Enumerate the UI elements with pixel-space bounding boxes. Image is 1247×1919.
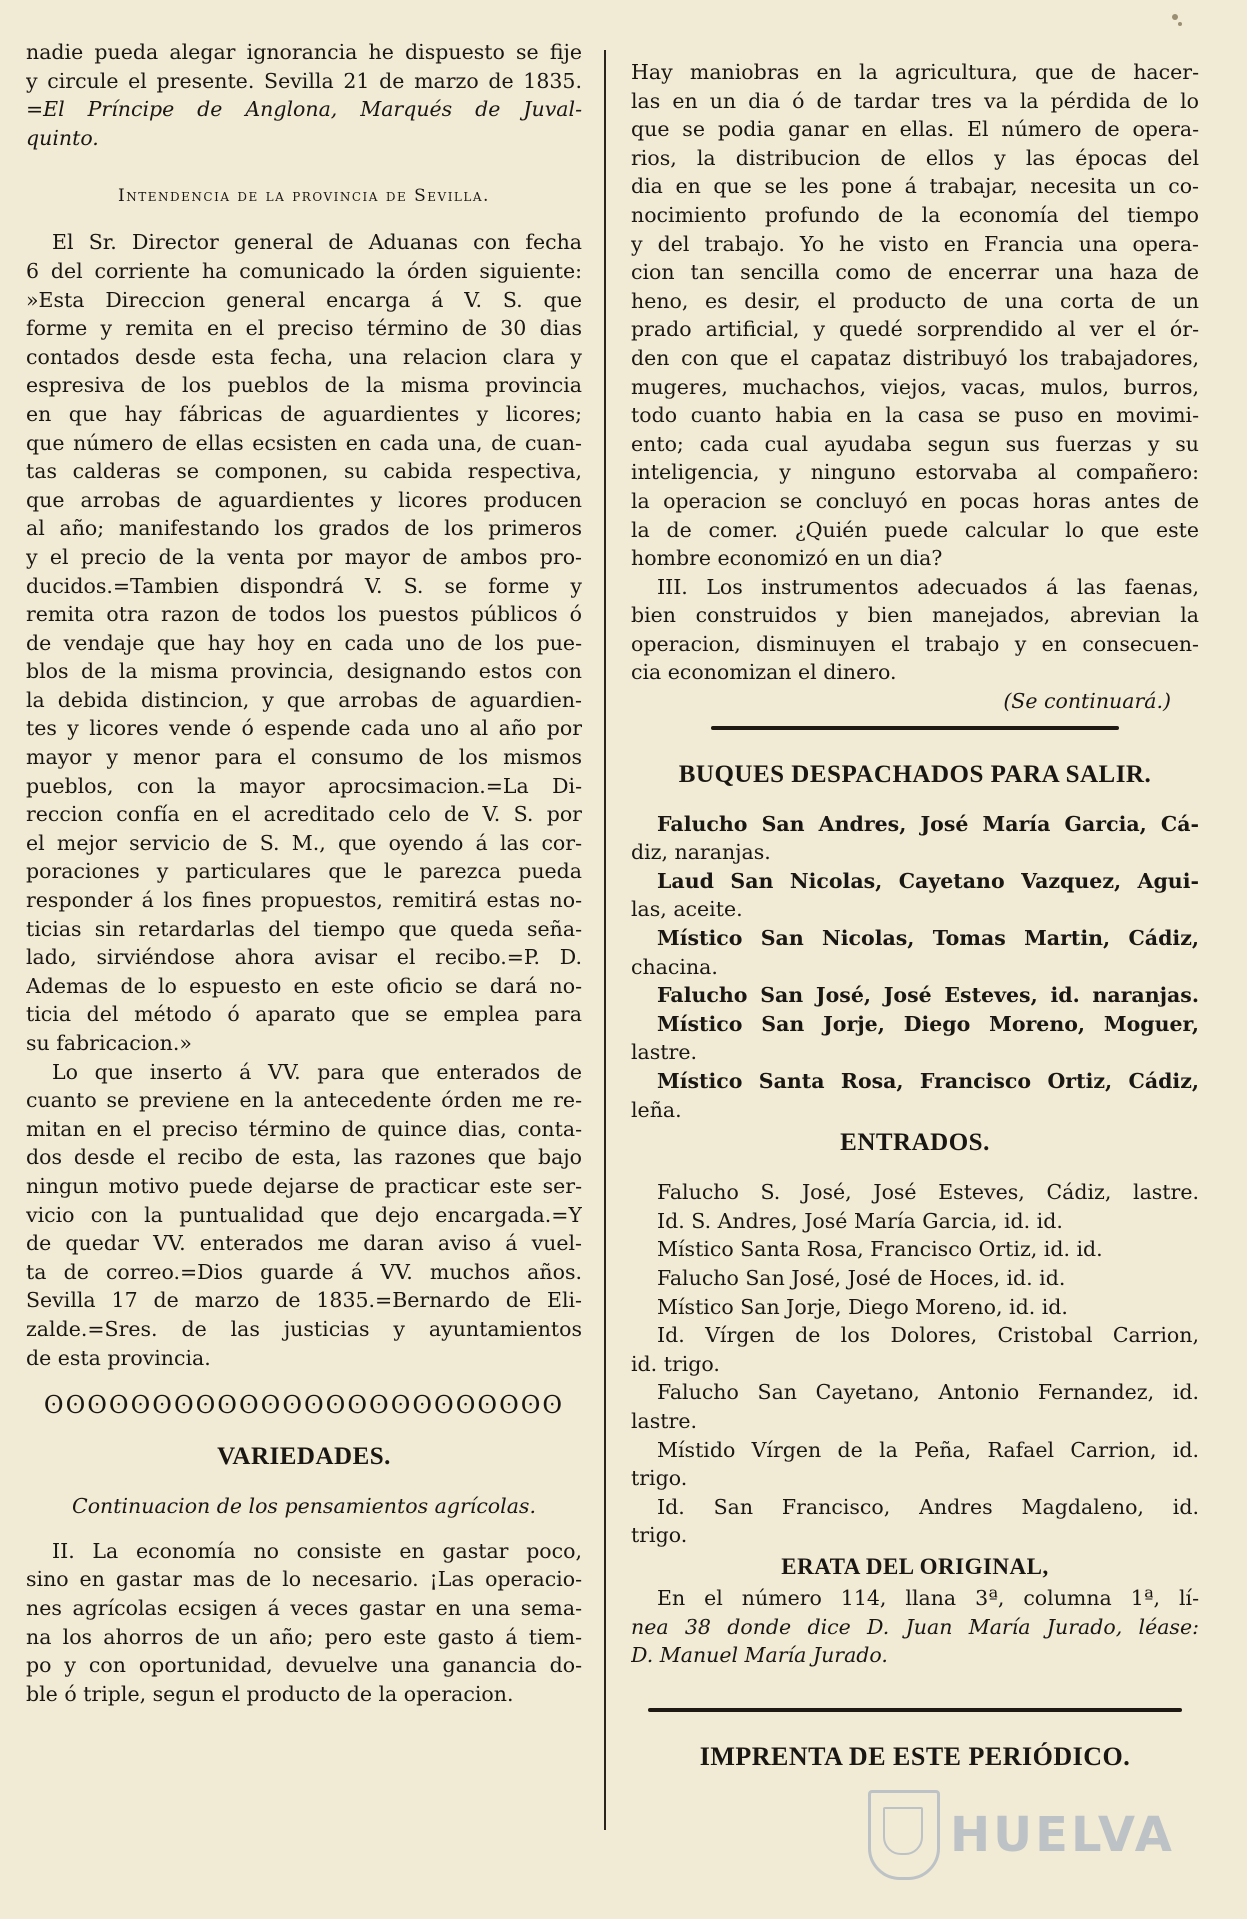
list-item: Id. Vírgen de los Dolores, Cristobal Carrion,: [657, 1323, 1199, 1348]
continuation-body: [631, 58, 1199, 687]
right-column: [631, 38, 1199, 1776]
text-line: heno, es desir, el producto de una corta de un: [631, 288, 1199, 313]
variedades-heading: VARIEDADES.: [217, 1443, 391, 1471]
shield-icon: [868, 1790, 940, 1880]
text-line: blos de la misma provincia, designando estos con: [26, 659, 582, 684]
text-line: Ademas de lo espuesto en este oficio se dará no-: [26, 973, 582, 998]
text-line: vicio con la puntualidad que dejo encargada.=Y: [26, 1202, 582, 1227]
paper-speck: [1178, 22, 1182, 26]
archive-watermark: [868, 1790, 1175, 1880]
list-item: Místico Santa Rosa, Francisco Ortiz, Cádiz,: [657, 1069, 1199, 1093]
entrados-list: [631, 1178, 1199, 1550]
text-line: el mejor servicio de S. M., que oyendo á las cor-: [26, 830, 582, 855]
text-line: y el precio de la venta por mayor de ambos pro-: [26, 544, 582, 569]
text-line: Sevilla 17 de marzo de 1835.=Bernardo de Eli-: [26, 1288, 582, 1313]
section-rule: [711, 726, 1120, 730]
text-line: mugeres, muchachos, viejos, vacas, mulos, burros,: [631, 374, 1199, 399]
text-line: la operacion se concluyó en pocas horas antes de: [631, 488, 1199, 513]
text-line: de quedar VV. enterados me daran aviso á vuel-: [26, 1231, 582, 1256]
text-line: dos desde el recibo de esta, las razones que bajo: [26, 1145, 582, 1170]
se-continuara: (Se continuará.): [1003, 689, 1171, 714]
list-item: trigo.: [631, 1466, 688, 1491]
text-line: ticias sin retardarlas del tiempo que queda seña-: [26, 916, 582, 941]
text-line: bien construidos y bien manejados, abrevian la: [631, 603, 1199, 628]
text-line: En el número 114, llana 3ª, columna 1ª, lí-: [657, 1585, 1199, 1610]
text-line: al año; manifestando los grados de los primeros: [26, 516, 582, 541]
text-line: de esta provincia.: [26, 1345, 211, 1370]
list-item: chacina.: [631, 954, 718, 979]
text-line: tes y licores vende ó espende cada uno al año por: [26, 716, 582, 741]
text-line: ento; cada cual ayudaba segun sus fuerzas y su: [631, 431, 1199, 456]
text-line: nadie pueda alegar ignorancia he dispuesto se fije: [26, 40, 582, 64]
text-line: zalde.=Sres. de las justicias y ayuntamientos: [26, 1316, 582, 1341]
text-line: Lo que inserto á VV. para que enterados de: [52, 1059, 582, 1084]
text-line: remita otra razon de todos los puestos públicos ó: [26, 602, 582, 627]
text-line: de vendaje que hay hoy en cada uno de los pue-: [26, 630, 582, 655]
text-line: tas calderas se componen, su cabida respectiva,: [26, 459, 582, 484]
text-line: nes agrícolas ecsigen á veces gastar en una sema-: [26, 1595, 582, 1620]
text-line: y del trabajo. Yo he visto en Francia una opera-: [631, 231, 1199, 256]
text-line: y circule el presente. Sevilla 21 de marzo de 1835.: [26, 68, 582, 93]
paper-speck: [1172, 14, 1178, 20]
entrados-heading: ENTRADOS.: [840, 1129, 990, 1157]
list-item: Falucho San José, José Esteves, id. naranjas.: [657, 983, 1199, 1008]
text-line: pueblos, con la mayor aprocsimacion.=La Di-: [26, 773, 582, 798]
section-rule: [648, 1708, 1182, 1712]
text-line: II. La economía no consiste en gastar poco,: [52, 1538, 582, 1563]
text-line: nocimiento profundo de la economía del tiempo: [631, 202, 1199, 227]
text-line: que se podia ganar en ellas. El número de opera-: [631, 117, 1199, 142]
text-line: ducidos.=Tambien dispondrá V. S. se forme y: [26, 573, 582, 598]
list-item: Falucho San Andres, José María Garcia, Cá-: [657, 811, 1199, 836]
text-line: nea 38 donde dice D. Juan María Jurado, léase:: [631, 1614, 1199, 1639]
text-line: contados desde esta fecha, una relacion clara y: [26, 344, 582, 369]
list-item: las, aceite.: [631, 897, 743, 922]
text-line: dia en que se les pone á trabajar, necesita un co-: [631, 174, 1199, 199]
text-line: quinto.: [26, 125, 99, 150]
list-item: Id. San Francisco, Andres Magdaleno, id.: [657, 1494, 1199, 1519]
text-line: sino en gastar mas de lo necesario. ¡Las operacio-: [26, 1567, 582, 1592]
text-line: lado, sirviéndose ahora avisar el recibo.=P. D.: [26, 945, 582, 970]
list-item: lastre.: [631, 1408, 697, 1433]
text-line: ta de correo.=Dios guarde á VV. muchos años.: [26, 1259, 582, 1284]
list-item: Místico Santa Rosa, Francisco Ortiz, id. id.: [657, 1237, 1103, 1262]
text-line: operacion, disminuyen el trabajo y en consecuen-: [631, 631, 1199, 656]
list-item: Laud San Nicolas, Cayetano Vazquez, Agui-: [657, 868, 1199, 893]
text-line: 6 del corriente ha comunicado la órden siguiente:: [26, 258, 582, 283]
text-line: El Sr. Director general de Aduanas con fecha: [52, 230, 582, 255]
text-line: forme y remita en el preciso término de 30 dias: [26, 316, 582, 341]
text-line: su fabricacion.»: [26, 1031, 192, 1055]
list-item: Místido Vírgen de la Peña, Rafael Carrion, id.: [657, 1437, 1199, 1462]
list-item: lastre.: [631, 1040, 697, 1065]
text-line: en que hay fábricas de aguardientes y licores;: [26, 401, 582, 426]
text-line: III. Los instrumentos adecuados á las faenas,: [657, 574, 1199, 599]
list-item: Falucho San Cayetano, Antonio Fernandez, id.: [657, 1380, 1199, 1405]
text-line: prado artificial, y quedé sorprendido al ver el ór-: [631, 317, 1199, 342]
text-line: la debida distincion, y que arrobas de aguardien-: [26, 687, 582, 712]
text-line: cuanto se previene en la antecedente órden me re-: [26, 1088, 582, 1113]
text-line: na los ahorros de un año; pero este gasto á tiem-: [26, 1624, 582, 1649]
text-line: ticia del método ó aparato que se emplea para: [26, 1002, 582, 1027]
variedades-subheading: Continuacion de los pensamientos agrícolas.: [72, 1494, 536, 1519]
text-line: reccion confía en el acreditado celo de V. S. por: [26, 802, 582, 827]
text-line: ningun motivo puede dejarse de practicar este ser-: [26, 1173, 582, 1198]
text-line: Hay maniobras en la agricultura, que de hacer-: [631, 60, 1199, 84]
list-item: trigo.: [631, 1523, 688, 1548]
list-item: Místico San Nicolas, Tomas Martin, Cádiz,: [657, 926, 1199, 951]
text-line: que número de ellas ecsisten en cada una, de cuan-: [26, 430, 582, 455]
text-line: D. Manuel María Jurado.: [631, 1643, 888, 1668]
text-line: ble ó triple, segun el producto de la operacion.: [26, 1681, 514, 1706]
text-line: poraciones y particulares que le parezca pueda: [26, 859, 582, 884]
watermark-text: HUELVA: [950, 1807, 1175, 1863]
list-item: Místico San Jorje, Diego Moreno, Moguer,: [657, 1011, 1199, 1036]
list-item: Falucho San José, José de Hoces, id. id.: [657, 1265, 1066, 1290]
list-item: Id. S. Andres, José María Garcia, id. id.: [657, 1208, 1063, 1233]
list-item: Místico San Jorje, Diego Moreno, id. id.: [657, 1294, 1068, 1319]
list-item: diz, naranjas.: [631, 840, 771, 865]
text-line: mitan en el preciso término de quince dias, conta-: [26, 1116, 582, 1141]
intendencia-heading: Intendencia de la provincia de Sevilla.: [118, 186, 490, 207]
text-line: la de comer. ¿Quién puede calcular lo que este: [631, 517, 1199, 542]
list-item: Falucho S. José, José Esteves, Cádiz, lastre.: [657, 1180, 1199, 1205]
text-line: po y con oportunidad, devuelve una ganancia do-: [26, 1653, 582, 1678]
ornament-divider: ʘʘʘʘʘʘʘʘʘʘʘʘʘʘʘʘʘʘʘʘʘʘʘʘ: [43, 1391, 565, 1420]
column-divider: [604, 50, 606, 1830]
text-line: =El Príncipe de Anglona, Marqués de Juval-: [26, 97, 582, 122]
left-column: [26, 38, 582, 1708]
buques-list: [631, 810, 1199, 1125]
text-line: las en un dia ó de tardar tres va la pérdida de lo: [631, 88, 1199, 113]
text-line: cion tan sencilla como de encerrar una haza de: [631, 260, 1199, 285]
variedades-body: [26, 1537, 582, 1709]
text-line: espresiva de los pueblos de la misma provincia: [26, 373, 582, 398]
text-line: »Esta Direccion general encarga á V. S. que: [26, 287, 582, 312]
buques-heading: BUQUES DESPACHADOS PARA SALIR.: [678, 760, 1152, 788]
text-line: mayor y menor para el consumo de los mismos: [26, 745, 582, 770]
imprenta-footer: IMPRENTA DE ESTE PERIÓDICO.: [699, 1741, 1131, 1771]
text-line: todo cuanto habia en la casa se puso en movimi-: [631, 403, 1199, 428]
list-item: id. trigo.: [631, 1351, 720, 1376]
text-line: cia economizan el dinero.: [631, 660, 897, 685]
intendencia-body: [26, 228, 582, 1372]
erata-heading: ERATA DEL ORIGINAL,: [781, 1553, 1049, 1579]
text-line: rios, la distribucion de ellos y las épocas del: [631, 145, 1199, 170]
text-line: den con que el capataz distribuyó los trabajadores,: [631, 345, 1199, 370]
erata-body: [631, 1584, 1199, 1670]
text-line: que arrobas de aguardientes y licores producen: [26, 487, 582, 512]
text-line: responder á los fines propuestos, remitirá estas no-: [26, 888, 582, 913]
text-line: hombre economizó en un dia?: [631, 546, 943, 571]
list-item: leña.: [631, 1097, 682, 1122]
text-line: inteligencia, y ninguno estorvaba al compañero:: [631, 460, 1199, 485]
intro-paragraph: [26, 38, 582, 152]
